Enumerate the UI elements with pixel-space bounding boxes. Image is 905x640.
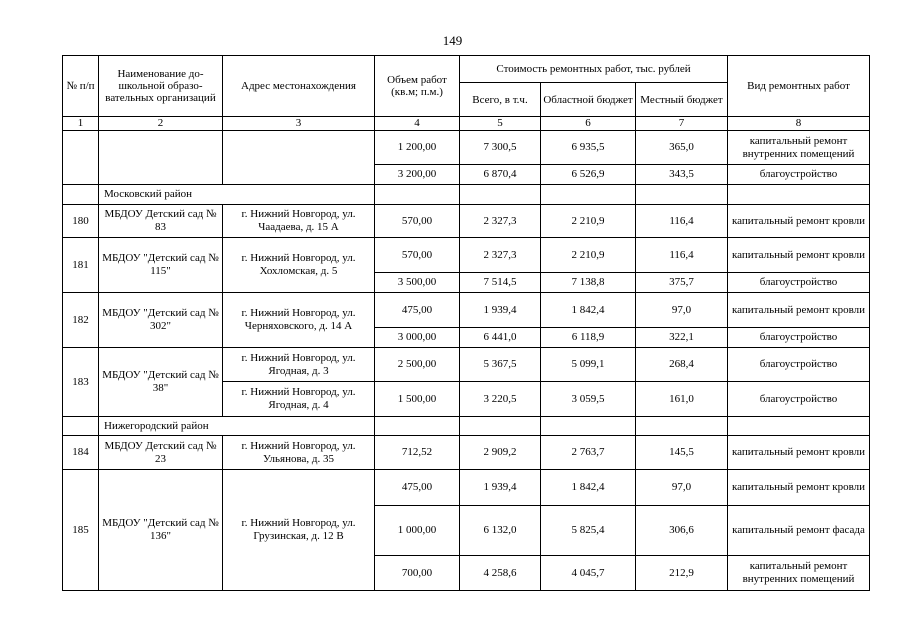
header-regional: Областной бюджет — [541, 83, 636, 117]
total-cell: 4 258,6 — [460, 556, 541, 591]
header-num: № п/п — [63, 56, 99, 117]
col-number: 3 — [223, 117, 375, 131]
column-numbers-row — [63, 117, 870, 131]
type-cell: капитальный ремонт внутренних помещений — [728, 131, 870, 165]
volume-cell: 570,00 — [375, 205, 460, 238]
regional-cell: 2 210,9 — [541, 205, 636, 238]
org-name: МБДОУ "Детский сад № 302" — [99, 293, 223, 348]
local-cell: 145,5 — [636, 436, 728, 470]
header-cost-group: Стоимость ремонтных работ, тыс. рублей — [460, 56, 728, 83]
regional-cell: 2 763,7 — [541, 436, 636, 470]
address-cell: г. Нижний Новгород, ул. Ульянова, д. 35 — [223, 436, 375, 470]
volume-cell: 712,52 — [375, 436, 460, 470]
local-cell: 97,0 — [636, 470, 728, 506]
type-cell: капитальный ремонт кровли — [728, 436, 870, 470]
table-row — [63, 131, 870, 165]
type-cell: капитальный ремонт кровли — [728, 293, 870, 328]
repair-works-table — [62, 55, 870, 591]
volume-cell: 700,00 — [375, 556, 460, 591]
type-cell: капитальный ремонт внутренних помещений — [728, 556, 870, 591]
regional-cell: 6 935,5 — [541, 131, 636, 165]
row-number: 182 — [63, 293, 99, 348]
regional-cell: 2 210,9 — [541, 238, 636, 273]
col-number: 4 — [375, 117, 460, 131]
org-name: МБДОУ "Детский сад № 136" — [99, 470, 223, 591]
regional-cell: 1 842,4 — [541, 293, 636, 328]
total-cell: 1 939,4 — [460, 293, 541, 328]
regional-cell: 6 526,9 — [541, 165, 636, 185]
col-number: 8 — [728, 117, 870, 131]
local-cell: 161,0 — [636, 382, 728, 417]
table-row — [63, 436, 870, 470]
local-cell: 365,0 — [636, 131, 728, 165]
header-volume: Объем работ (кв.м; п.м.) — [375, 56, 460, 117]
district-label: Нижегородский район — [99, 417, 375, 436]
header-total: Всего, в т.ч. — [460, 83, 541, 117]
header-type: Вид ремонтных работ — [728, 56, 870, 117]
address-cell: г. Нижний Новгород, ул. Ягодная, д. 4 — [223, 382, 375, 417]
total-cell: 6 132,0 — [460, 506, 541, 556]
header-address: Адрес местонахождения — [223, 56, 375, 117]
local-cell: 268,4 — [636, 348, 728, 382]
total-cell: 3 220,5 — [460, 382, 541, 417]
total-cell: 1 939,4 — [460, 470, 541, 506]
regional-cell: 7 138,8 — [541, 273, 636, 293]
address-cell: г. Нижний Новгород, ул. Грузинская, д. 12 В — [223, 470, 375, 591]
total-cell: 6 870,4 — [460, 165, 541, 185]
table-row — [63, 238, 870, 273]
table-row — [63, 293, 870, 328]
volume-cell: 1 000,00 — [375, 506, 460, 556]
type-cell: капитальный ремонт фасада — [728, 506, 870, 556]
local-cell: 97,0 — [636, 293, 728, 328]
volume-cell: 3 200,00 — [375, 165, 460, 185]
row-number: 185 — [63, 470, 99, 591]
type-cell: благоустройство — [728, 165, 870, 185]
volume-cell: 2 500,00 — [375, 348, 460, 382]
local-cell: 116,4 — [636, 205, 728, 238]
district-label: Московский район — [99, 185, 375, 205]
volume-cell: 1 500,00 — [375, 382, 460, 417]
col-number: 5 — [460, 117, 541, 131]
row-number: 184 — [63, 436, 99, 470]
type-cell: благоустройство — [728, 382, 870, 417]
regional-cell: 1 842,4 — [541, 470, 636, 506]
local-cell: 306,6 — [636, 506, 728, 556]
district-row — [63, 417, 870, 436]
local-cell: 116,4 — [636, 238, 728, 273]
row-number: 183 — [63, 348, 99, 417]
address-cell: г. Нижний Новгород, ул. Хохломская, д. 5 — [223, 238, 375, 293]
page-number: 149 — [442, 33, 463, 48]
row-number: 180 — [63, 205, 99, 238]
local-cell: 322,1 — [636, 328, 728, 348]
address-cell: г. Нижний Новгород, ул. Чаадаева, д. 15 А — [223, 205, 375, 238]
org-name: МБДОУ "Детский сад № 115" — [99, 238, 223, 293]
type-cell: благоустройство — [728, 348, 870, 382]
table-row — [63, 348, 870, 382]
org-name: МБДОУ Детский сад № 83 — [99, 205, 223, 238]
row-number: 181 — [63, 238, 99, 293]
col-number: 1 — [63, 117, 99, 131]
address-cell: г. Нижний Новгород, ул. Ягодная, д. 3 — [223, 348, 375, 382]
local-cell: 212,9 — [636, 556, 728, 591]
table-row — [63, 205, 870, 238]
regional-cell: 3 059,5 — [541, 382, 636, 417]
type-cell: капитальный ремонт кровли — [728, 205, 870, 238]
total-cell: 6 441,0 — [460, 328, 541, 348]
col-number: 2 — [99, 117, 223, 131]
header-local: Местный бюджет — [636, 83, 728, 117]
volume-cell: 3 500,00 — [375, 273, 460, 293]
address-cell: г. Нижний Новгород, ул. Черняховского, д. 14 А — [223, 293, 375, 348]
volume-cell: 570,00 — [375, 238, 460, 273]
org-name: МБДОУ Детский сад № 23 — [99, 436, 223, 470]
total-cell: 7 300,5 — [460, 131, 541, 165]
volume-cell: 3 000,00 — [375, 328, 460, 348]
regional-cell: 5 099,1 — [541, 348, 636, 382]
regional-cell: 5 825,4 — [541, 506, 636, 556]
volume-cell: 475,00 — [375, 470, 460, 506]
table-row — [63, 470, 870, 506]
header-name: Наименование дошкольной образовательных организаций — [99, 56, 223, 117]
total-cell: 7 514,5 — [460, 273, 541, 293]
type-cell: капитальный ремонт кровли — [728, 238, 870, 273]
total-cell: 2 327,3 — [460, 238, 541, 273]
col-number: 7 — [636, 117, 728, 131]
total-cell: 2 327,3 — [460, 205, 541, 238]
regional-cell: 6 118,9 — [541, 328, 636, 348]
local-cell: 375,7 — [636, 273, 728, 293]
total-cell: 5 367,5 — [460, 348, 541, 382]
org-name: МБДОУ "Детский сад № 38" — [99, 348, 223, 417]
type-cell: благоустройство — [728, 273, 870, 293]
volume-cell: 475,00 — [375, 293, 460, 328]
regional-cell: 4 045,7 — [541, 556, 636, 591]
col-number: 6 — [541, 117, 636, 131]
total-cell: 2 909,2 — [460, 436, 541, 470]
district-row — [63, 185, 870, 205]
type-cell: капитальный ремонт кровли — [728, 470, 870, 506]
type-cell: благоустройство — [728, 328, 870, 348]
local-cell: 343,5 — [636, 165, 728, 185]
volume-cell: 1 200,00 — [375, 131, 460, 165]
